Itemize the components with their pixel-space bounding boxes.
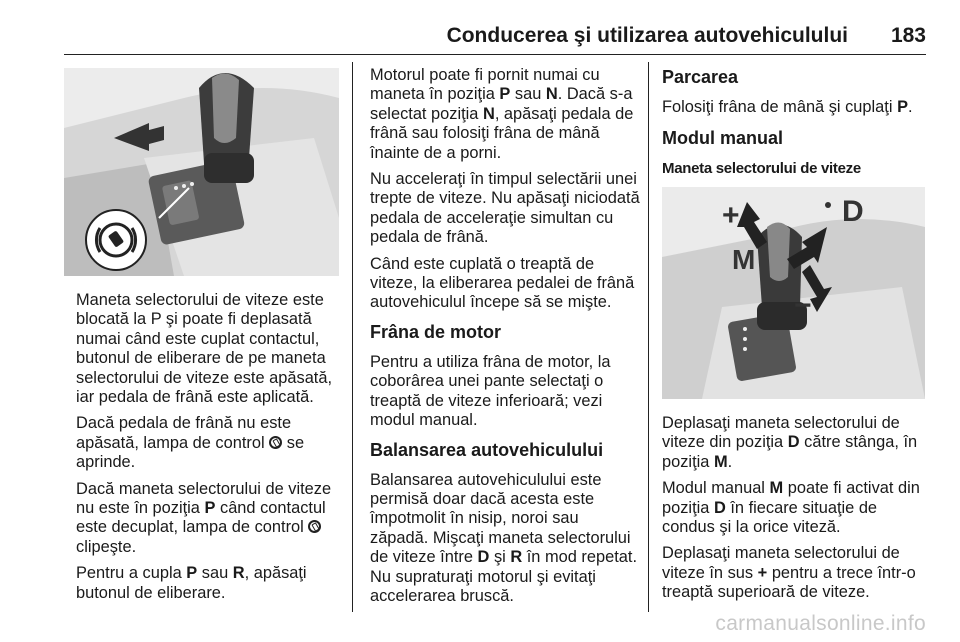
page-number: 183 <box>890 24 926 47</box>
brake-control-lamp-icon <box>308 520 321 533</box>
paragraph-brake-lamp: Dacă pedala de frână nu este apăsată, lampa de control se aprinde. <box>76 414 305 472</box>
watermark: carmanualsonline.info <box>715 612 926 635</box>
paragraph-move-to-m: Deplasaţi maneta selectorului de viteze din poziţia D către stânga, în poziţia M. <box>662 414 918 471</box>
heading-engine-brake: Frâna de motor <box>370 321 502 342</box>
paragraph-lock-info: Maneta selectorului de viteze este blocată la P şi poate fi deplasată numai când este cuplat contactul, butonul de eliberare de pe maneta selectorului de viteze este apăsată, iar pedala de frână este aplicată. <box>76 291 333 407</box>
paragraph-lamp-flash: Dacă maneta selectorului de viteze nu este în poziţia P când contactul este decuplat, lampa de control clipeşte. <box>76 479 332 556</box>
column-3-bottom <box>662 414 932 610</box>
heading-manual-mode: Modul manual <box>662 128 783 149</box>
heading-rocking: Balansarea autovehiculului <box>370 439 604 460</box>
paragraph-engine-start: Motorul poate fi pornit numai cu maneta în poziţia P sau N. Dacă s-a selectat poziţia N, apăsaţi pedala de frână sau folosiţi frâna de mână înainte de a porni. <box>370 66 634 162</box>
d-label: D <box>842 195 864 228</box>
column-1 <box>76 291 344 610</box>
column-2 <box>370 66 640 613</box>
page-header <box>0 0 960 52</box>
paragraph-parking: Folosiţi frâna de mână şi cuplaţi P. <box>662 98 913 116</box>
m-label: M <box>732 244 756 275</box>
heading-gear-selector: Maneta selectorului de viteze <box>662 160 861 178</box>
manual-mode-figure <box>662 187 925 399</box>
gear-selector-illustration <box>64 68 339 276</box>
heading-parking: Parcarea <box>662 67 739 87</box>
paragraph-engage-p-r: Pentru a cupla P sau R, apăsaţi butonul de eliberare. <box>76 564 307 602</box>
minus-label: − <box>794 289 812 322</box>
plus-label: + <box>722 199 740 232</box>
manual-mode-illustration <box>662 187 925 399</box>
gear-selector-release-figure <box>64 68 339 276</box>
paragraph-no-accelerate: Nu acceleraţi în timpul selectării unei trepte de viteze. Nu apăsaţi niciodată pedala de acceleraţie simultan cu pedala de frână. <box>370 170 640 247</box>
page-title: Conducerea şi utilizarea autovehiculului <box>446 24 848 47</box>
paragraph-rocking: Balansarea autovehiculului este permisă doar dacă acesta este împotmolit în nisip, noroi sau zăpadă. Mişcaţi maneta selectorului de viteze între D şi R în mod repetat. Nu supraturaţi motorul şi evitaţi accelerarea bruscă. <box>370 470 637 605</box>
brake-control-lamp-icon <box>269 436 282 449</box>
column-divider-2 <box>648 62 649 612</box>
column-divider-1 <box>352 62 353 612</box>
paragraph-engine-brake: Pentru a utiliza frâna de motor, la coborârea unei pante selectaţi o treaptă de viteze inferioară; vezi modul manual. <box>370 352 611 430</box>
column-3-top <box>662 66 932 189</box>
paragraph-gear-engaged: Când este cuplată o treaptă de viteze, la eliberarea pedalei de frână autovehiculul începe să se mişte. <box>370 254 635 312</box>
paragraph-upshift: Deplasaţi maneta selectorului de viteze în sus + pentru a trece într-o treaptă superioară de viteze. <box>662 544 916 602</box>
header-rule <box>64 54 926 55</box>
paragraph-manual-activation: Modul manual M poate fi activat din poziţia D în fiecare situaţie de condus şi la orice viteză. <box>662 479 920 537</box>
